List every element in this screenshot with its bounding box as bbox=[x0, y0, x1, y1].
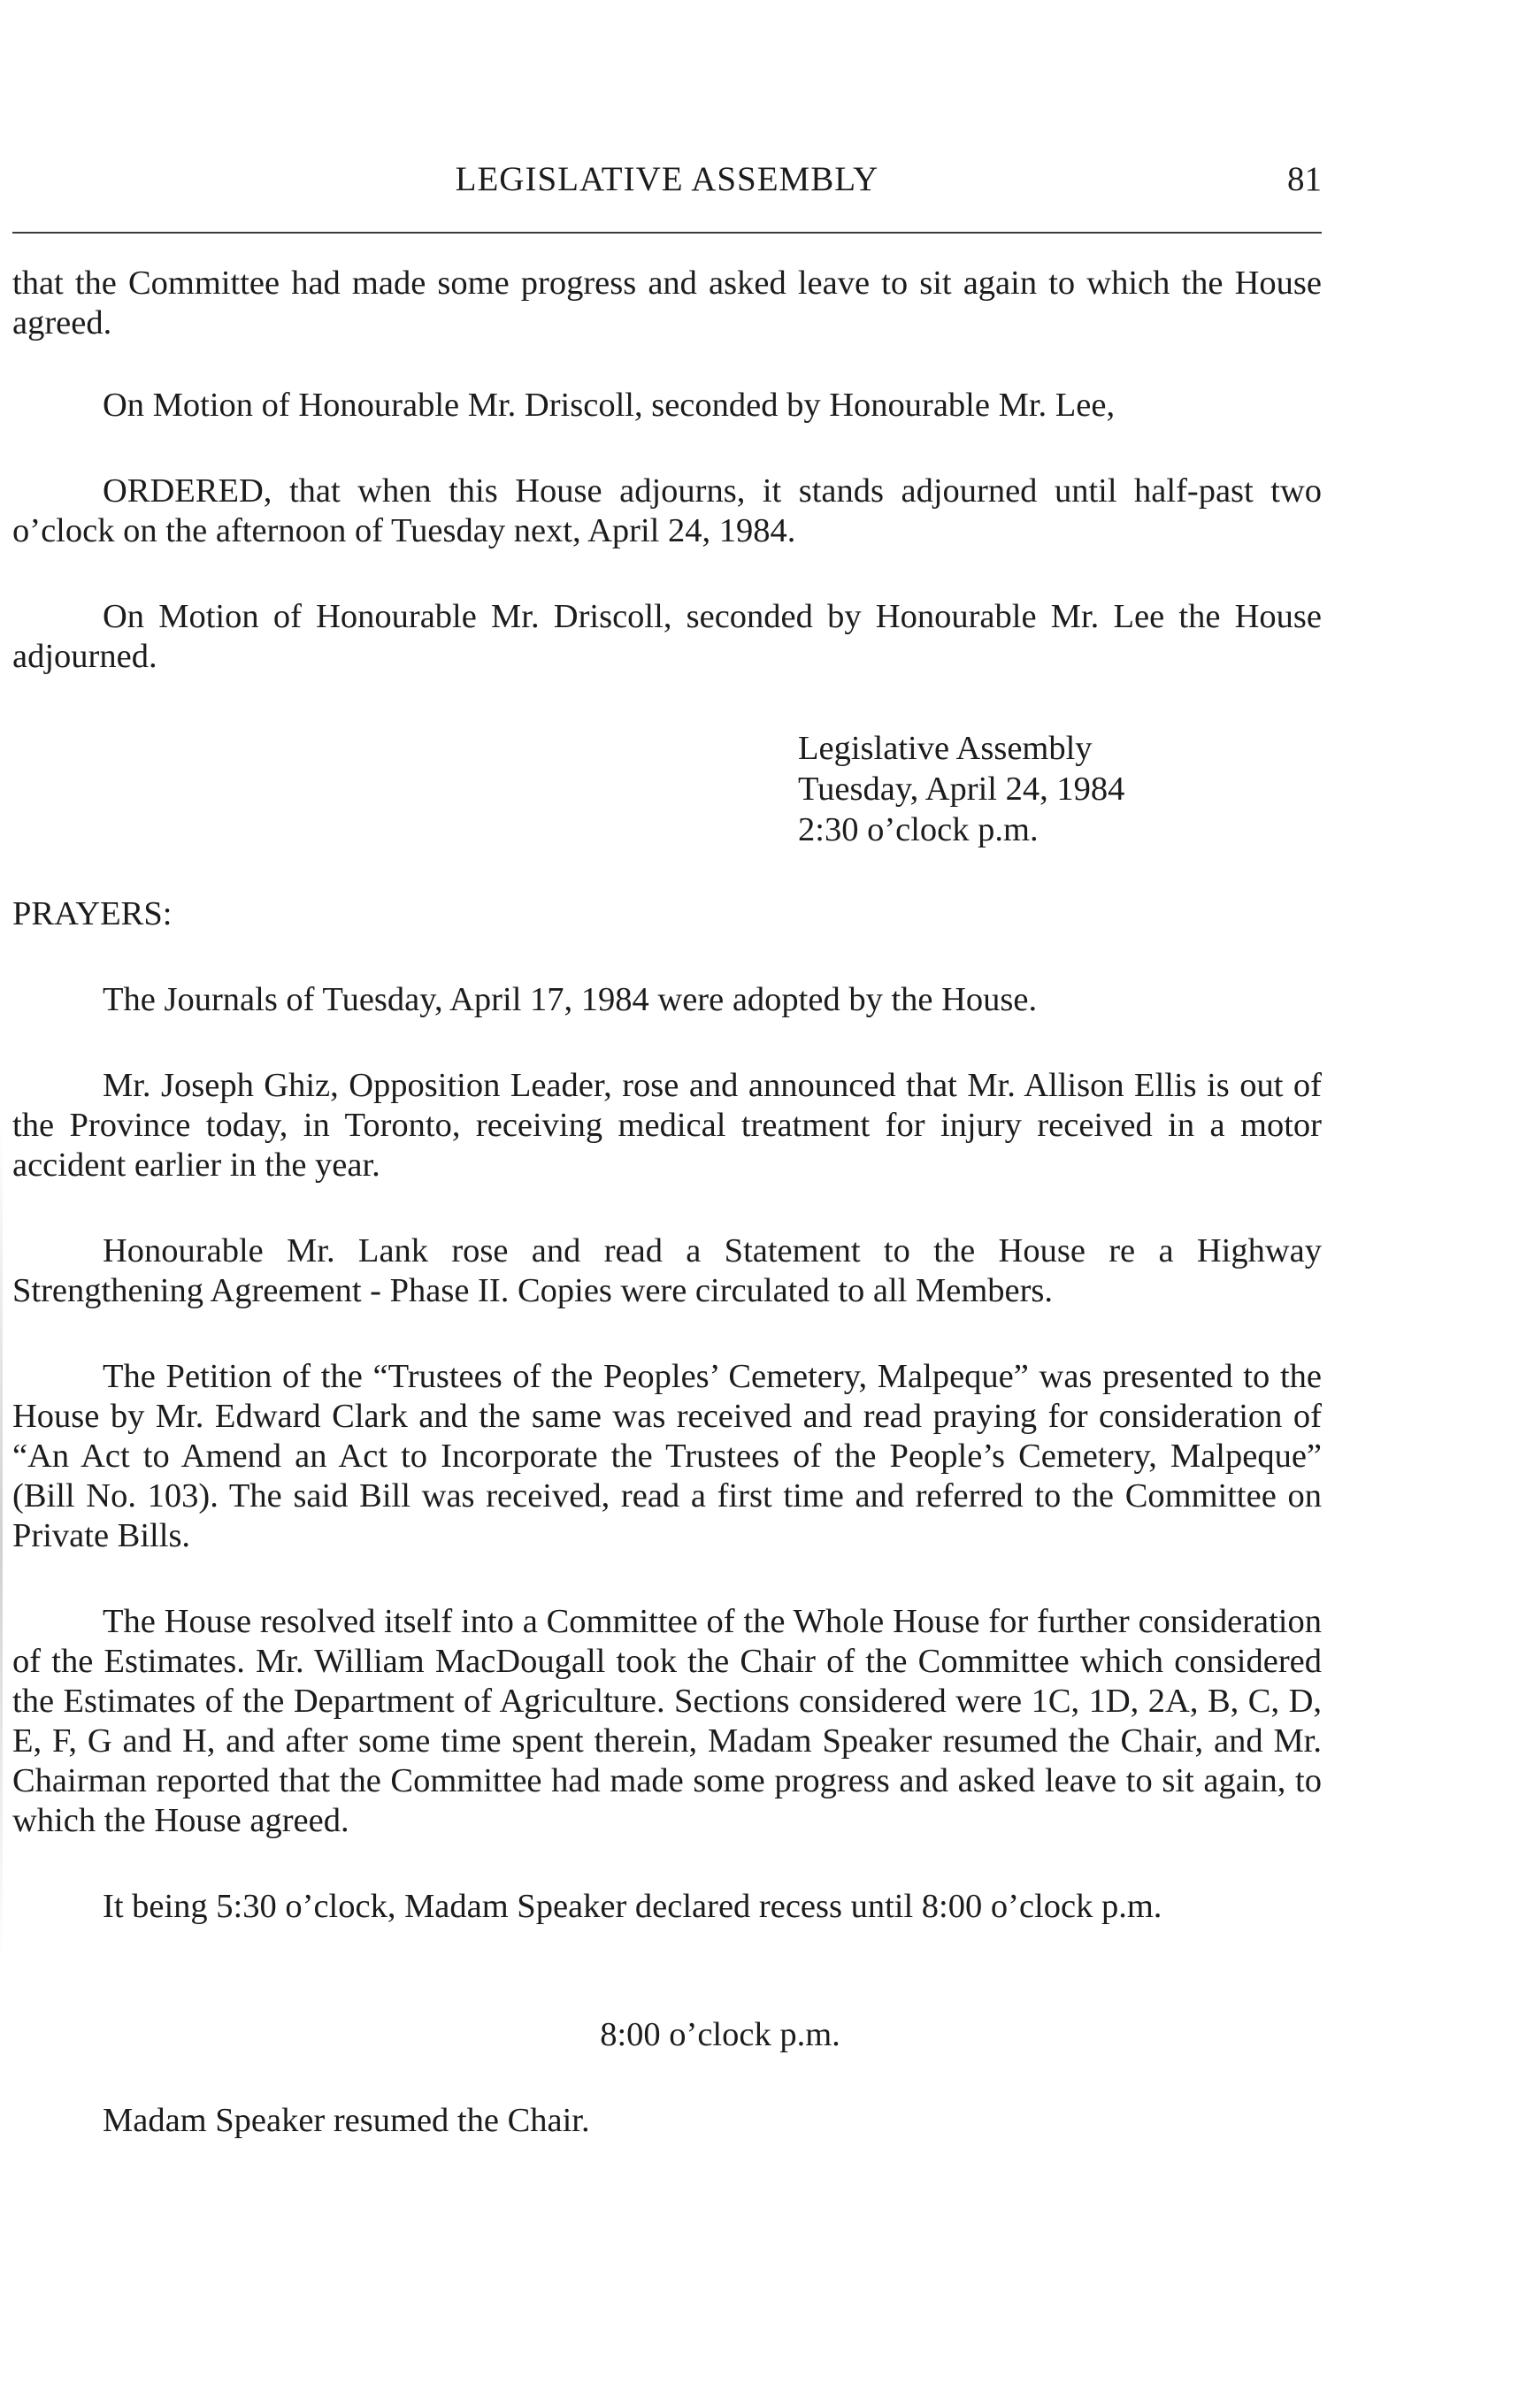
motion-paragraph: On Motion of Honourable Mr. Driscoll, seconded by Honourable Mr. Lee, bbox=[103, 387, 1116, 424]
committee-paragraph: The House resolved itself into a Committee of the Whole House for further consideration of the Estimates. Mr. William MacDougall took the Chair of the Committee which considered the Estimates of the Department of Agriculture. Sections considered were 1C, 1D, 2A, B, C, D, E, F, G and H, and after some time spent therein, Madam Speaker resumed the Chair, and Mr. Chairman reported that the Committee had made some progress and asked leave to sit again, to which the House agreed. bbox=[12, 1603, 1322, 1839]
continuation-paragraph: that the Committee had made some progress and asked leave to sit again to which the House agreed. bbox=[12, 265, 1322, 341]
dateline-assembly: Legislative Assembly bbox=[798, 730, 1093, 767]
sitting-dateline bbox=[798, 728, 1322, 850]
running-title: LEGISLATIVE ASSEMBLY bbox=[455, 160, 879, 198]
announcement-paragraph: Mr. Joseph Ghiz, Opposition Leader, rose and announced that Mr. Allison Ellis is out of the Province today, in Toronto, receiving medical treatment for injury received in a motor accident earlier in the year. bbox=[12, 1067, 1322, 1184]
prayers-heading: PRAYERS: bbox=[12, 895, 173, 932]
statement-paragraph: Honourable Mr. Lank rose and read a Statement to the House re a Highway Strengthening Agreement - Phase II. Copies were circulated to all Members. bbox=[12, 1232, 1322, 1309]
dateline-time: 2:30 o’clock p.m. bbox=[798, 811, 1039, 848]
page-header bbox=[12, 159, 1322, 209]
header-rule bbox=[12, 232, 1322, 234]
resumed-paragraph: Madam Speaker resumed the Chair. bbox=[103, 2102, 590, 2139]
petition-paragraph: The Petition of the “Trustees of the Peoples’ Cemetery, Malpeque” was presented to the House by Mr. Edward Clark and the same was received and read praying for consideration of “An Act to Amend an Act to Incorporate the Trustees of the People’s Cemetery, Malpeque” (Bill No. 103). The said Bill was received, read a first time and referred to the Committee on Private Bills. bbox=[12, 1358, 1322, 1554]
order-paragraph: ORDERED, that when this House adjourns, it stands adjourned until half-past two o’clock on the afternoon of Tuesday next, April 24, 1984. bbox=[12, 472, 1322, 549]
evening-time-heading: 8:00 o’clock p.m. bbox=[600, 2016, 840, 2053]
journals-paragraph: The Journals of Tuesday, April 17, 1984 were adopted by the House. bbox=[103, 981, 1038, 1018]
adjournment-paragraph: On Motion of Honourable Mr. Driscoll, seconded by Honourable Mr. Lee the House adjourned. bbox=[12, 598, 1322, 675]
page-number: 81 bbox=[1287, 160, 1322, 198]
recess-paragraph: It being 5:30 o’clock, Madam Speaker declared recess until 8:00 o’clock p.m. bbox=[103, 1888, 1162, 1925]
dateline-date: Tuesday, April 24, 1984 bbox=[798, 771, 1125, 808]
scan-shadow bbox=[0, 1123, 3, 1964]
journal-body bbox=[12, 264, 1322, 2141]
